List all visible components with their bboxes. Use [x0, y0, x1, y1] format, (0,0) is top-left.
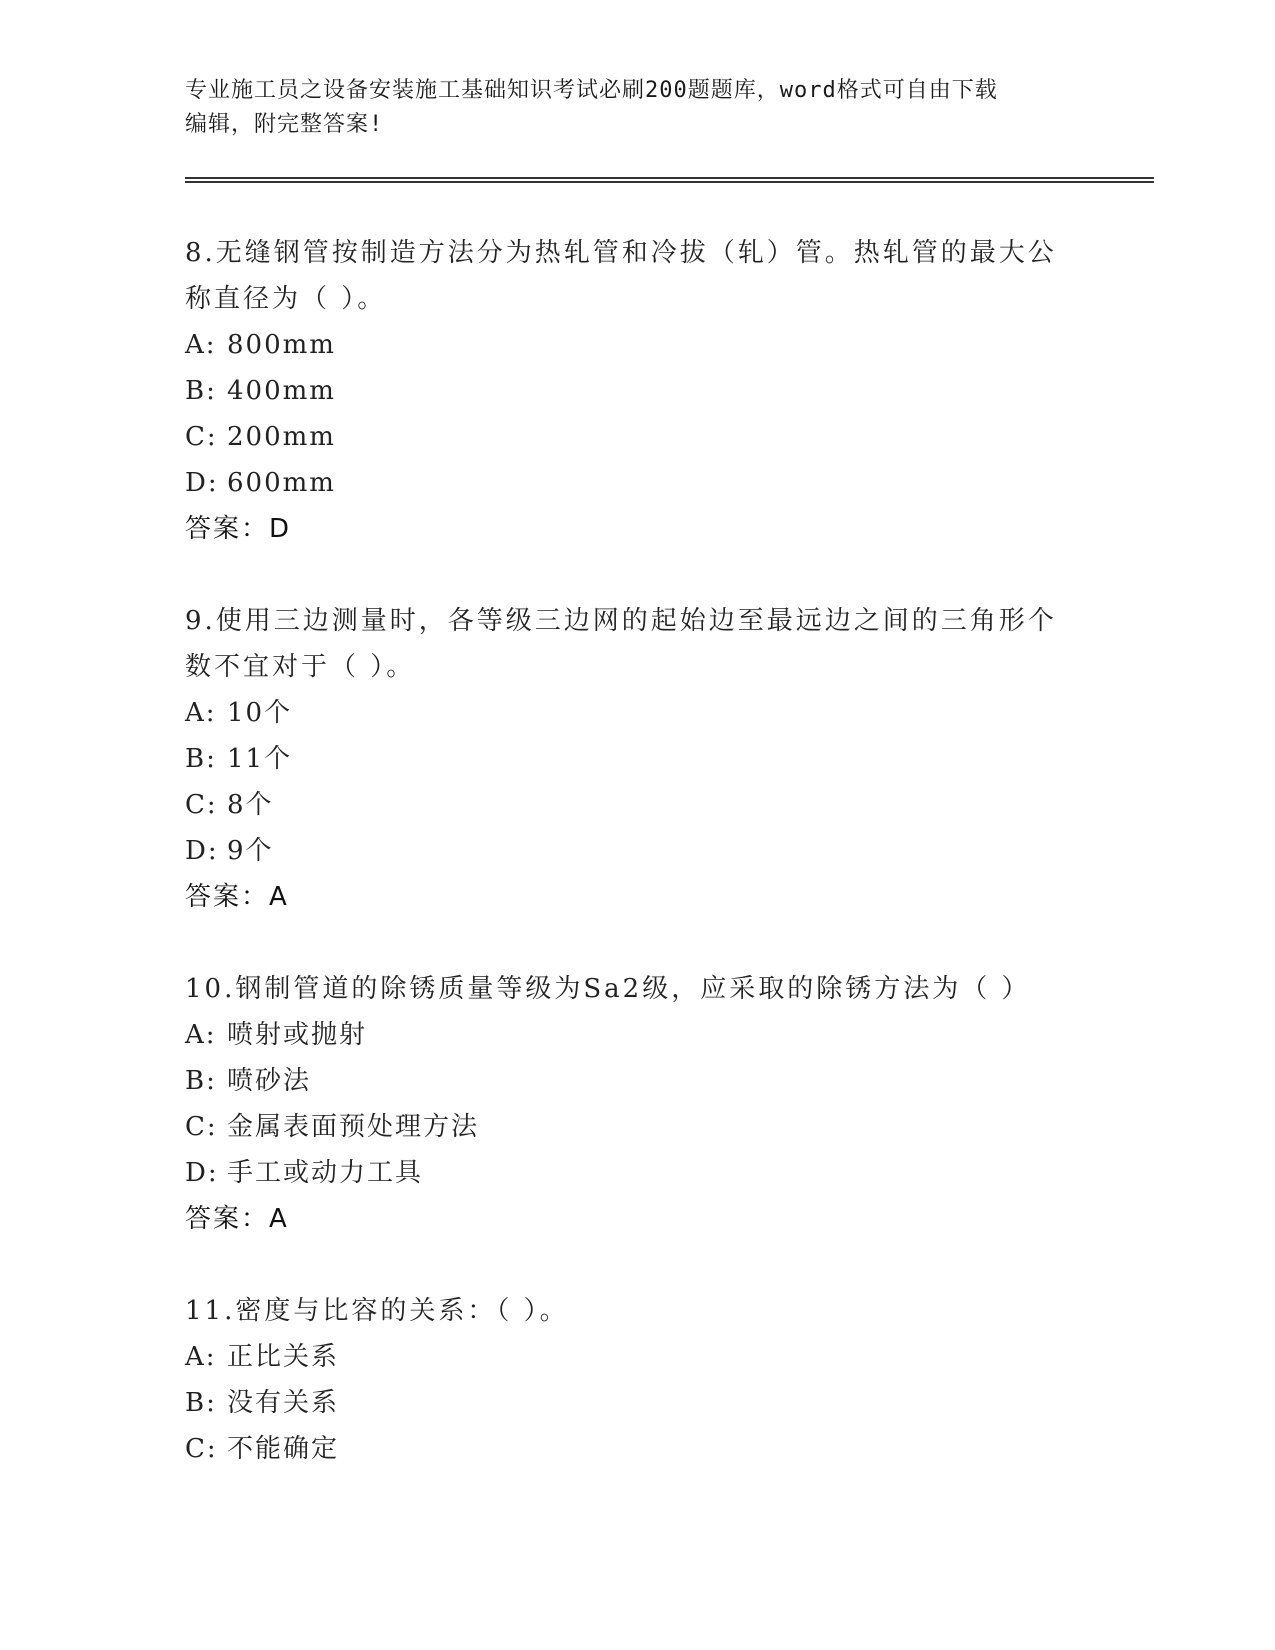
- question-stem-line-1: 11.密度与比容的关系：（ ）。: [185, 1296, 569, 1326]
- question-stem-line-1: 9.使用三边测量时，各等级三边网的起始边至最远边之间的三角形个: [185, 606, 1057, 636]
- option-text: 喷射或抛射: [227, 1020, 368, 1050]
- option-letter: B:: [185, 1066, 217, 1096]
- question-stem: [185, 1288, 1065, 1334]
- option-text: 11个: [227, 744, 293, 774]
- option-d: [185, 1150, 1065, 1196]
- option-text: 10个: [227, 698, 293, 728]
- header-title-line-2: 编辑，附完整答案!: [185, 112, 384, 137]
- option-text: 600mm: [227, 468, 336, 498]
- option-list: [185, 1012, 1065, 1196]
- answer-line: 答案：A: [185, 1204, 289, 1234]
- option-text: 正比关系: [227, 1342, 340, 1372]
- option-text: 8个: [227, 790, 274, 820]
- option-b: [185, 1380, 1065, 1426]
- option-letter: C:: [185, 422, 218, 452]
- option-text: 没有关系: [227, 1388, 340, 1418]
- option-a: [185, 322, 1065, 368]
- question-stem-line-1: 8.无缝钢管按制造方法分为热轧管和冷拔（轧）管。热轧管的最大公: [185, 238, 1057, 268]
- option-b: [185, 368, 1065, 414]
- question-stem: [185, 230, 1065, 322]
- question-stem: [185, 598, 1065, 690]
- option-letter: B:: [185, 376, 217, 406]
- answer-line: 答案：A: [185, 882, 289, 912]
- option-c: [185, 1426, 1065, 1472]
- option-letter: D:: [185, 468, 219, 498]
- option-a: [185, 1012, 1065, 1058]
- option-text: 喷砂法: [227, 1066, 312, 1096]
- option-text: 400mm: [227, 376, 336, 406]
- option-text: 200mm: [227, 422, 336, 452]
- option-a: [185, 1334, 1065, 1380]
- option-text: 不能确定: [227, 1434, 340, 1464]
- option-text: 9个: [227, 836, 274, 866]
- option-letter: C:: [185, 1434, 218, 1464]
- option-list: [185, 322, 1065, 506]
- option-d: [185, 460, 1065, 506]
- question-8: [185, 230, 1065, 552]
- option-letter: B:: [185, 1388, 217, 1418]
- question-stem-line-2: 数不宜对于（ ）。: [185, 652, 416, 682]
- option-a: [185, 690, 1065, 736]
- option-b: [185, 736, 1065, 782]
- option-letter: A:: [185, 330, 217, 360]
- question-stem: [185, 966, 1065, 1012]
- option-c: [185, 414, 1065, 460]
- option-letter: D:: [185, 836, 219, 866]
- header-title-line-1: 专业施工员之设备安装施工基础知识考试必刷200题题库，word格式可自由下载: [185, 78, 998, 103]
- option-text: 800mm: [227, 330, 336, 360]
- option-c: [185, 782, 1065, 828]
- option-letter: B:: [185, 744, 217, 774]
- option-text: 手工或动力工具: [227, 1158, 424, 1188]
- option-list: [185, 1334, 1065, 1472]
- question-stem-line-1: 10.钢制管道的除锈质量等级为Sa2级，应采取的除锈方法为（ ）: [185, 974, 1031, 1004]
- answer-line: 答案：D: [185, 514, 292, 544]
- question-11: [185, 1288, 1065, 1472]
- option-letter: A:: [185, 1342, 217, 1372]
- option-letter: C:: [185, 1112, 218, 1142]
- question-list: [185, 230, 1065, 1518]
- option-letter: A:: [185, 1020, 217, 1050]
- option-text: 金属表面预处理方法: [227, 1112, 480, 1142]
- option-list: [185, 690, 1065, 874]
- option-letter: D:: [185, 1158, 219, 1188]
- document-header: [185, 74, 1065, 142]
- question-9: [185, 598, 1065, 920]
- option-letter: A:: [185, 698, 217, 728]
- question-10: [185, 966, 1065, 1242]
- option-b: [185, 1058, 1065, 1104]
- option-c: [185, 1104, 1065, 1150]
- option-d: [185, 828, 1065, 874]
- option-letter: C:: [185, 790, 218, 820]
- question-stem-line-2: 称直径为（ ）。: [185, 284, 387, 314]
- header-double-rule: [185, 177, 1154, 183]
